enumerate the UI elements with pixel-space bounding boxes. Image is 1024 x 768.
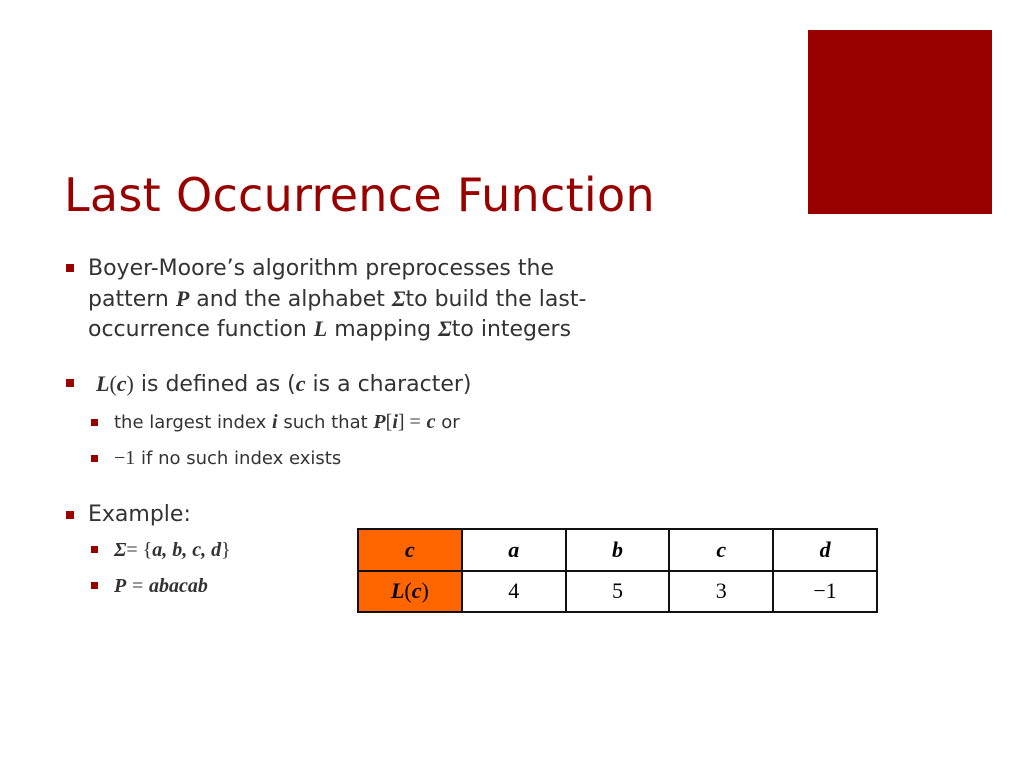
text: if no such index exists (141, 448, 342, 469)
last-occurrence-table (357, 528, 878, 613)
math-c: c (295, 371, 306, 396)
math-paren: ( (404, 578, 412, 604)
text: is defined as ( (140, 372, 296, 397)
bullet-marker (66, 511, 74, 519)
text: the largest index (114, 412, 267, 433)
table-row (358, 571, 877, 613)
bullet-2-sub-1 (114, 410, 460, 435)
table-cell: 3 (669, 571, 773, 613)
table-cell: c (669, 529, 773, 571)
bullet-3-sub-1 (114, 538, 231, 563)
bullet-1-text: Boyer-Moore’s algorithm preprocesses the (88, 256, 554, 281)
text: mapping (334, 317, 432, 342)
bullet-marker (66, 264, 74, 272)
math-value: abacab (148, 575, 208, 597)
bullet-2-line (96, 369, 472, 400)
sub-bullet-marker (91, 419, 98, 426)
table-row (358, 529, 877, 571)
table-cell: a (462, 529, 566, 571)
math-brace: } (221, 539, 231, 561)
math-eq: = { (126, 539, 153, 561)
math-paren: ( (109, 371, 117, 396)
bullet-1-line-3 (88, 314, 571, 345)
table-cell: 4 (462, 571, 566, 613)
text: pattern (88, 287, 169, 312)
table-header-cell: c (358, 529, 462, 571)
text: occurrence function (88, 317, 307, 342)
math-L: L (96, 371, 110, 396)
text: or (441, 412, 460, 433)
math-set: a, b, c, d (152, 539, 222, 561)
math-minus-one: −1 (114, 447, 136, 469)
sub-bullet-marker (91, 455, 98, 462)
math-Sigma: Σ (438, 316, 452, 341)
slide-title: Last Occurrence Function (64, 168, 655, 222)
bullet-3-line (88, 500, 191, 530)
text: to build the last- (405, 287, 587, 312)
table-header-cell (358, 571, 462, 613)
bullet-marker (66, 379, 74, 387)
math-P: P (373, 411, 386, 433)
math-L: L (390, 578, 405, 604)
math-Sigma: Σ (391, 286, 406, 311)
math-c: c (426, 411, 436, 433)
math-bracket: [ (385, 411, 393, 433)
text: is a character) (312, 372, 472, 397)
text: such that (283, 412, 368, 433)
text: to integers (451, 317, 572, 342)
bullet-3-sub-2 (114, 574, 208, 599)
bullet-1-line-1 (88, 254, 554, 284)
math-i: i (272, 411, 278, 433)
sub-bullet-marker (91, 546, 98, 553)
text: Example: (88, 502, 191, 527)
math-i: i (392, 411, 398, 433)
math-bracket-eq: ] = (397, 411, 421, 433)
math-eq: = (131, 575, 144, 597)
math-paren: ) (421, 578, 429, 604)
text: and the alphabet (196, 287, 385, 312)
accent-block (808, 30, 992, 214)
table-cell: 5 (566, 571, 670, 613)
math-Sigma: Σ (114, 539, 127, 561)
bullet-1-line-2 (88, 284, 586, 315)
bullet-2-sub-2 (114, 446, 341, 471)
math-P: P (175, 286, 190, 311)
table-cell: −1 (773, 571, 877, 613)
sub-bullet-marker (91, 582, 98, 589)
math-c: c (116, 371, 127, 396)
table-cell: b (566, 529, 670, 571)
math-paren: ) (126, 371, 134, 396)
math-P: P (114, 575, 127, 597)
table-cell: d (773, 529, 877, 571)
math-c: c (411, 578, 422, 604)
math-L: L (313, 316, 328, 341)
